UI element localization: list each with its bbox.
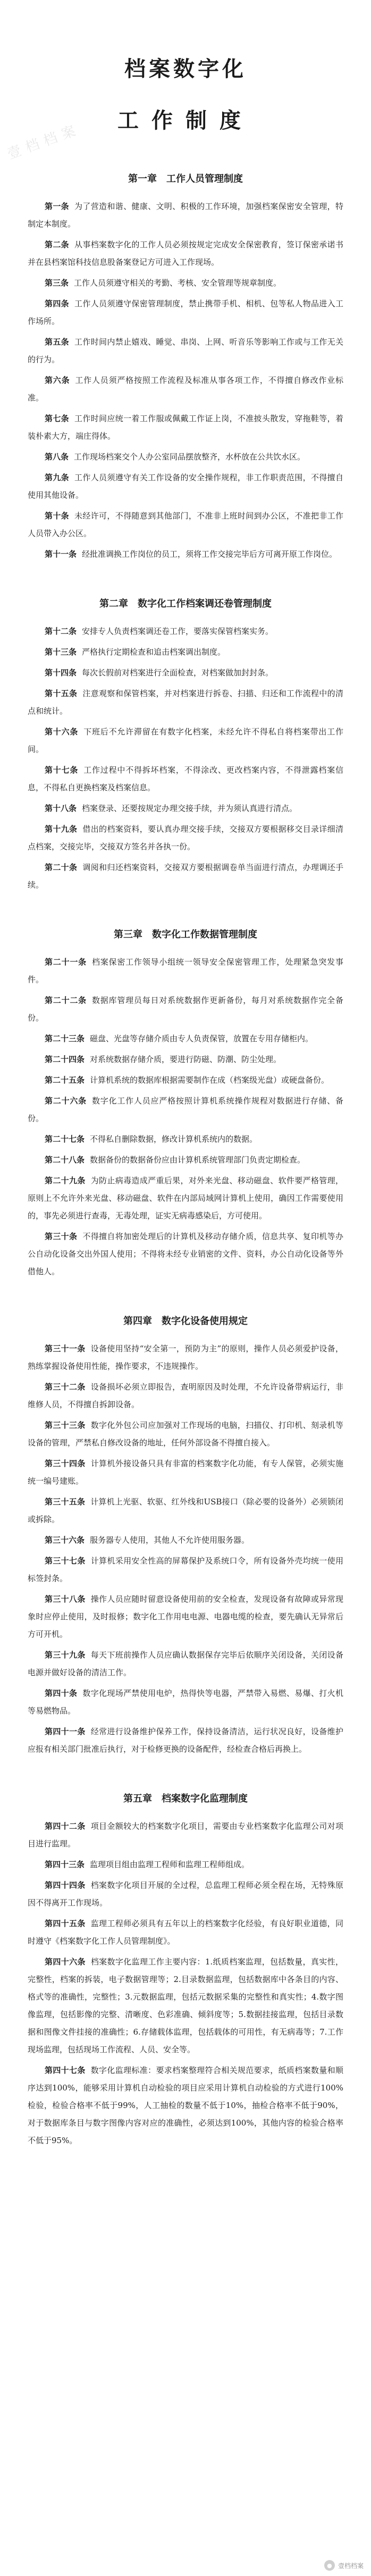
article-text: 设备使用坚持“安全第一，预防为主”的原则，操作人员必须爱护设备，熟练掌握设备使用性能，操作要求，不违规操作。	[28, 1344, 343, 1371]
article	[28, 1532, 343, 1549]
article-text: 设备损坏必须立即报告，查明原因及时处理，不允许设备带病运行，非维修人员，不得擅自拆卸设备。	[28, 1382, 343, 1409]
article	[28, 236, 343, 271]
article	[28, 1340, 343, 1375]
article	[28, 1030, 343, 1048]
article-text: 工作人员须遵守有关工作设备的安全操作规程，非工作职责范围，不得擅自使用其他设备。	[28, 473, 343, 500]
article-number: 第三十九条	[45, 1650, 86, 1660]
article-number: 第十三条	[45, 647, 77, 657]
article	[28, 448, 343, 466]
article-text: 数据库管理员每日对系统数据作更新备份，每月对系统数据作完全备份。	[28, 996, 343, 1023]
article-text: 数据备份的数据备份应由计算机系统管理部门负责定期检查。	[90, 1155, 306, 1165]
article-text: 数字化工作人员应严格按照计算机系统操作规程对数据进行存储、备份。	[28, 1096, 343, 1123]
article-text: 数字化外包公司应加强对工作现场的电脑，扫描仪、打印机、刻录机等设备的管理，严禁私自修改设备的地址，任何外部设备不得擅自接入。	[28, 1420, 343, 1448]
article	[28, 1856, 343, 1874]
article-number: 第四十四条	[45, 1880, 86, 1890]
watermark: 壹档档案	[5, 121, 83, 163]
chapter-heading: 第四章 数字化设备使用规定	[123, 1316, 248, 1327]
article-text: 每次长假前对档案进行全面检查，对档案做加封封条。	[82, 668, 274, 678]
article-text: 注意观察和保管档案，并对档案进行拆卷、扫描、归还和工作流程中的清点和统计。	[28, 689, 343, 716]
wechat-icon: ●	[324, 2560, 335, 2571]
article-text: 数字化现场严禁使用电炉，热得快等电器，严禁带入易燃、易爆、打火机等易燃物品。	[28, 1688, 343, 1716]
article	[28, 1072, 343, 1089]
article-text: 档案数字化监理工作主要内容：1.纸质档案监理，包括数量，真实性，完整性，档案的拆装，电子数据管理等；2.目录数据监理，包括数据库中各条目的内容、格式等的准确性，完整性；3.元数据监理，包括元数据采集的完整性和真实性；4.数字图像监理，包括影像的完整、清晰度、色彩准确、倾斜度等；5.数据挂接监理，包括目录数据和图像文件挂接的准确性；6.存储载体监理，包括载体的可用性，有无病毒等；7.工作现场监理，包括现场工作流程、人员、安全等。	[28, 1957, 343, 2054]
article-number: 第二十九条	[45, 1176, 86, 1185]
article-number: 第十五条	[45, 689, 78, 698]
article	[28, 1818, 343, 1853]
article-number: 第二十八条	[45, 1155, 85, 1165]
article	[28, 1417, 343, 1452]
article	[28, 1172, 343, 1225]
article	[28, 198, 343, 233]
article-number: 第三条	[45, 278, 69, 288]
article-text: 项目金额较大的档案数字化项目，需要由专业档案数字化监理公司对项目进行监理。	[28, 1821, 343, 1849]
article	[28, 1228, 343, 1281]
article-number: 第十一条	[45, 549, 77, 559]
article-number: 第三十五条	[45, 1497, 86, 1507]
article-text: 借出的档案资料，要认真办理交接手续，交接双方要根据移交目录详细清点档案，交接完毕，交接双方签名并各执一份。	[28, 824, 343, 851]
article-text: 监理项目组由监理工程师和监理工程师组成。	[90, 1860, 250, 1869]
article	[28, 762, 343, 797]
article-number: 第一条	[45, 202, 70, 211]
chapter-heading: 第一章 工作人员管理制度	[128, 173, 243, 185]
article-text: 操作人员应随时留意设备使用前的安全检查，发现设备有故障或异常现象时应停止使用，及时报修；数字化工作用电电源、电器电缆的检查，要先确认无异常后方可开机。	[28, 1594, 343, 1639]
article-number: 第二十二条	[45, 996, 87, 1005]
article-number: 第三十二条	[45, 1382, 86, 1392]
article	[28, 954, 343, 989]
article	[28, 507, 343, 542]
article	[28, 1953, 343, 2059]
article-number: 第四十一条	[45, 1727, 86, 1736]
article	[28, 1915, 343, 1950]
article	[28, 2062, 343, 2150]
article-text: 档案数字化项目开展的全过程，总监理工程师必须全程在场，无特殊原因不得离开工作现场。	[28, 1880, 343, 1908]
article-text: 工作现场档案交个人办公室同品摆放整齐，水杯放在公共饮水区。	[74, 452, 306, 462]
article	[28, 821, 343, 856]
article	[28, 1877, 343, 1912]
article-text: 经批准调换工作岗位的员工，须将工作交接完毕后方可离开原工作岗位。	[82, 549, 338, 559]
article	[28, 1051, 343, 1068]
article	[28, 723, 343, 758]
article-text: 计算机采用安全性高的屏幕保护及系统口令，所有设备外壳均统一使用标签封条。	[28, 1556, 343, 1583]
article-text: 工作过程中不得拆坏档案，不得涂改、更改档案内容，不得泄露档案信息，不得私自更换档案及档案信息。	[28, 765, 343, 792]
article-number: 第四十条	[45, 1688, 78, 1698]
article	[28, 469, 343, 504]
article-text: 经常进行设备维护保养工作，保持设备清洁，运行状况良好，设备维护应报有相关部门批准后执行，对于检修更换的设备配件，经检查合格后再换上。	[28, 1727, 343, 1754]
article	[28, 800, 343, 817]
article-number: 第十六条	[45, 727, 79, 737]
article-number: 第七条	[45, 414, 70, 423]
article-text: 计算机上光驱、软驱、红外线和USB接口（除必要的设备外）必须锁闭或拆除。	[28, 1497, 343, 1524]
article-number: 第三十四条	[45, 1459, 86, 1468]
article	[28, 1378, 343, 1414]
article-text: 档案登录、还要按规定办理交接手续，并为须认真进行清点。	[82, 804, 298, 813]
article	[28, 992, 343, 1027]
article-number: 第十二条	[45, 626, 77, 636]
article	[28, 333, 343, 369]
source-badge	[324, 2560, 364, 2571]
article-number: 第三十八条	[45, 1594, 86, 1604]
article-number: 第十条	[45, 511, 70, 521]
article-number: 第十四条	[45, 668, 77, 678]
article-text: 计算机系统的数据库根据需要制作在成（档案级光盘）或硬盘备份。	[90, 1075, 330, 1085]
article	[28, 1552, 343, 1587]
article-text: 数字化监理标准：要求档案整理符合相关规范要求，纸质档案数量和顺序达到100%，能够采用计算机自动检验的项目应采用计算机自动检验的方式进行100%检验，检验合格率不低于99%，人工抽检的数量不低于10%，抽检合格率不低于90%，对于数据库条目与数字图像内容对应的准确性，必须达到100%，其他内容的检验合格率不低于95%。	[28, 2065, 343, 2145]
article-number: 第二十四条	[45, 1055, 85, 1064]
article-text: 每天下班前操作人员应确认数据保存完毕后依顺序关闭设备，关闭设备电源并做好设备的清洁工作。	[28, 1650, 343, 1677]
article-number: 第四十六条	[45, 1957, 86, 1967]
article-number: 第九条	[45, 473, 70, 482]
article-text: 工作时间内禁止嬉戏、睡觉、串岗、上网、听音乐等影响工作或与工作无关的行为。	[28, 337, 343, 364]
article-text: 安排专人负责档案调还卷工作，要落实保管档案实务。	[82, 626, 274, 636]
source-label: 壹档档案	[338, 2562, 364, 2570]
article-number: 第十七条	[45, 765, 79, 775]
article-text: 服务器专人使用，其他人不允许使用服务器。	[90, 1535, 250, 1545]
document-subtitle: 工作制度	[117, 108, 254, 133]
article-number: 第十九条	[45, 824, 78, 834]
article-text: 工作时间应统一着工作服或佩戴工作证上岗，不准披头散发，穿拖鞋等，着装朴素大方，端庄得体。	[28, 414, 343, 441]
article	[28, 274, 343, 292]
article-number: 第四十五条	[45, 1919, 86, 1928]
article-text: 磁盘、光盘等存储介质由专人负责保管，放置在专用存储柜内。	[90, 1034, 314, 1043]
article	[28, 1092, 343, 1127]
article-number: 第三十一条	[45, 1344, 86, 1353]
article-text: 为了营造和谐、健康、文明、积极的工作环境，加强档案保密安全管理，特制定本制度。	[28, 202, 343, 229]
chapter-heading: 第三章 数字化工作数据管理制度	[114, 929, 257, 940]
article-text: 不得私自删除数据，修改计算机系统内的数据。	[90, 1134, 258, 1144]
article	[28, 859, 343, 894]
article-number: 第五条	[45, 337, 70, 347]
article-number: 第二十六条	[45, 1096, 87, 1106]
article	[28, 1685, 343, 1720]
article-number: 第六条	[45, 375, 70, 385]
article	[28, 1131, 343, 1148]
chapter-heading: 第二章 数字化工作档案调还卷管理制度	[99, 598, 272, 609]
article	[28, 685, 343, 720]
article-number: 第十八条	[45, 804, 77, 813]
article	[28, 1493, 343, 1528]
article-text: 严格执行定期检查和追击档案调出制度。	[82, 647, 226, 657]
article-text: 从事档案数字化的工作人员必须按规定完成安全保密教育，签订保密承诺书并在县档案馆科技信息股备案登记方可进入工作现场。	[28, 240, 343, 267]
article-number: 第四条	[45, 299, 70, 308]
article	[28, 643, 343, 661]
article-number: 第四十七条	[45, 2065, 86, 2075]
article-text: 未经许可，不得随意到其他部门，不准非上班时间到办公区，不准把非工作人员带入办公区。	[28, 511, 343, 538]
article	[28, 1455, 343, 1490]
article-text: 监理工程师必须具有五年以上的档案数字化经验，有良好职业道德，同时遵守《档案数字化工作人员管理制度》。	[28, 1919, 343, 1946]
article	[28, 372, 343, 407]
article-text: 为防止病毒造成严重后果，对外来光盘、移动磁盘、软件要严格管理，原则上不允许外来光盘、移动磁盘、软件在内部局域网计算机上使用，确因工作需要使用的，事先必须进行查毒，无毒处理，证实无病毒感染后，方可使用。	[28, 1176, 343, 1220]
article-number: 第八条	[45, 452, 69, 462]
article-number: 第二十七条	[45, 1134, 85, 1144]
article	[28, 1723, 343, 1758]
article	[28, 410, 343, 445]
article-text: 调阅和归还档案资料，交接双方要根据调卷单当面进行清点，办理调还手续。	[28, 863, 343, 890]
document-body	[28, 52, 343, 2153]
article	[28, 1646, 343, 1682]
article	[28, 1591, 343, 1643]
document-title: 档案数字化	[124, 57, 247, 81]
article	[28, 623, 343, 640]
article-number: 第二十一条	[45, 957, 87, 967]
article-text: 档案保密工作领导小组统一领导安全保密管理工作，处理紧急突发事件。	[28, 957, 343, 984]
chapters-container	[28, 171, 343, 2150]
article-number: 第四十二条	[45, 1821, 86, 1831]
article-number: 第三十条	[45, 1232, 78, 1241]
article-text: 工作人员须遵守相关的考勤、考核、安全管理等规章制度。	[74, 278, 282, 288]
article-number: 第三十六条	[45, 1535, 85, 1545]
article-number: 第三十七条	[45, 1556, 86, 1566]
article-number: 第三十三条	[45, 1420, 86, 1430]
article-number: 第二条	[45, 240, 70, 249]
article-text: 工作人员须遵守保密管理制度，禁止携带手机、相机、包等私人物品进入工作场所。	[28, 299, 343, 326]
article	[28, 295, 343, 330]
article-text: 下班后不允许滞留在有数字化档案，未经允许不得私自将档案带出工作间。	[28, 727, 343, 754]
article-number: 第二十五条	[45, 1075, 85, 1085]
article	[28, 546, 343, 563]
chapter-heading: 第五章 档案数字化监理制度	[123, 1793, 248, 1804]
article-number: 第二十条	[45, 863, 78, 872]
article-text: 计算机外接设备只具有非富的档案数字化功能，有专人保管，必须实施统一编号建账。	[28, 1459, 343, 1486]
article-text: 对系统数据存储介质，要进行防磁、防潮、防尘处理。	[90, 1055, 282, 1064]
article-text: 工作人员须严格按照工作流程及标准从事各项工作，不得擅自修改作业标准。	[28, 375, 343, 403]
article	[28, 1151, 343, 1169]
article-text: 不得擅自将加密处理后的计算机及移动存储介质，信息共享、复印机等办公自动化设备交出外国人使用；不得将未经专业销密的文件、资料，办公自动化设备等外借他人。	[28, 1232, 343, 1276]
article	[28, 664, 343, 682]
article-number: 第二十三条	[45, 1034, 85, 1043]
article-number: 第四十三条	[45, 1860, 85, 1869]
